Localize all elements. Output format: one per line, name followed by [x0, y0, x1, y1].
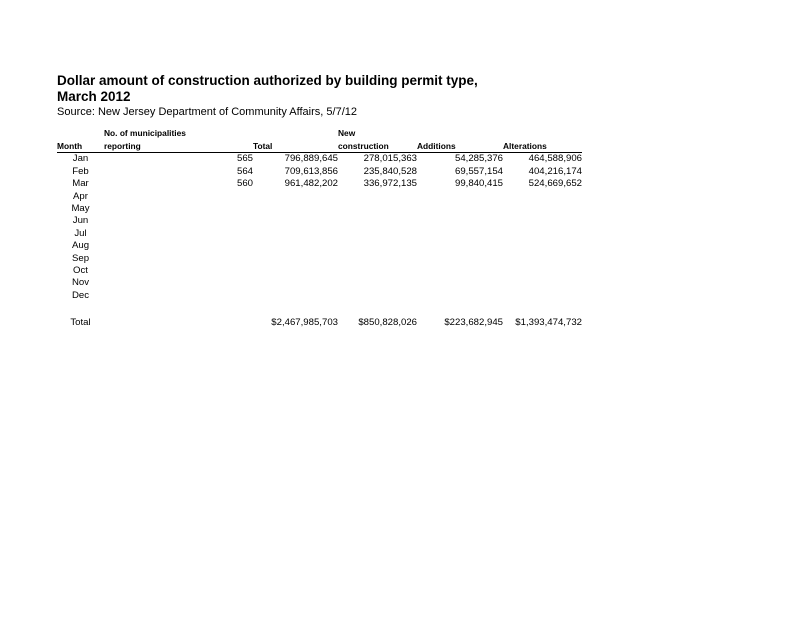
header-new-bottom: construction [338, 139, 417, 153]
cell-total [253, 228, 338, 240]
table-row [57, 240, 582, 252]
cell-month: Feb [72, 165, 89, 177]
cell-municipalities: 565 [236, 153, 253, 165]
cell-additions: 54,285,376 [454, 153, 503, 165]
header-additions: Additions [417, 139, 503, 153]
table-row [57, 166, 582, 178]
cell-alterations [503, 191, 582, 203]
table-row [57, 228, 582, 240]
totals-additions: $223,682,945 [444, 316, 503, 328]
cell-month: Sep [71, 252, 90, 264]
permit-table [57, 127, 582, 329]
table-row [57, 253, 582, 265]
cell-additions: 99,840,415 [454, 178, 503, 190]
cell-month: Jun [72, 215, 89, 227]
cell-alterations [503, 228, 582, 240]
page-title: Dollar amount of construction authorized by building permit type, [57, 73, 478, 88]
cell-additions [417, 228, 503, 240]
cell-month: Oct [73, 265, 88, 277]
totals-new-construction: $850,828,026 [358, 316, 417, 328]
cell-new-construction: 235,840,528 [363, 165, 417, 177]
cell-additions [417, 215, 503, 227]
table-row [57, 178, 582, 190]
cell-new-construction [338, 228, 417, 240]
cell-municipalities [104, 228, 253, 240]
cell-total [253, 277, 338, 289]
cell-new-construction [338, 191, 417, 203]
cell-new-construction [338, 277, 417, 289]
cell-additions [417, 191, 503, 203]
header-new-top: New [338, 128, 356, 138]
cell-alterations [503, 265, 582, 277]
cell-municipalities [104, 203, 253, 215]
cell-total [253, 191, 338, 203]
totals-row [57, 316, 582, 329]
table-row [57, 215, 582, 227]
cell-month: Apr [73, 190, 88, 202]
cell-additions [417, 265, 503, 277]
table-footer [57, 302, 582, 329]
cell-additions [417, 240, 503, 252]
cell-total [253, 265, 338, 277]
totals-label: Total [70, 316, 91, 328]
header-row-top [57, 127, 582, 139]
cell-additions [417, 253, 503, 265]
cell-new-construction [338, 290, 417, 302]
cell-total [253, 253, 338, 265]
cell-alterations [503, 290, 582, 302]
table-body [57, 153, 582, 302]
cell-municipalities [104, 253, 253, 265]
cell-municipalities [104, 240, 253, 252]
cell-total: 961,482,202 [284, 178, 338, 190]
cell-new-construction [338, 203, 417, 215]
cell-alterations [503, 203, 582, 215]
cell-total: 796,889,645 [284, 153, 338, 165]
cell-month: Dec [71, 289, 90, 301]
header-municipalities-top: No. of municipalities [104, 128, 186, 138]
cell-additions [417, 290, 503, 302]
table-row [57, 203, 582, 215]
cell-additions: 69,557,154 [454, 165, 503, 177]
cell-new-construction [338, 240, 417, 252]
table-row [57, 153, 582, 166]
cell-additions [417, 277, 503, 289]
cell-alterations: 524,669,652 [528, 178, 582, 190]
table-header [57, 127, 582, 153]
source-note: Source: New Jersey Department of Community Affairs, 5/7/12 [57, 106, 357, 118]
cell-new-construction: 278,015,363 [363, 153, 417, 165]
header-total: Total [253, 139, 338, 153]
cell-new-construction [338, 215, 417, 227]
cell-municipalities [104, 215, 253, 227]
cell-new-construction [338, 253, 417, 265]
page-subtitle: March 2012 [57, 89, 131, 104]
cell-month: Mar [72, 178, 89, 190]
header-row-bottom [57, 139, 582, 153]
cell-month: Jul [74, 227, 87, 239]
cell-month: Jan [72, 153, 89, 165]
cell-municipalities: 564 [236, 165, 253, 177]
cell-total [253, 215, 338, 227]
cell-month: May [71, 203, 90, 215]
cell-total [253, 203, 338, 215]
table-row [57, 290, 582, 302]
header-month: Month [57, 139, 104, 153]
cell-total [253, 240, 338, 252]
cell-total [253, 290, 338, 302]
header-municipalities-bottom: reporting [104, 139, 253, 153]
cell-alterations [503, 253, 582, 265]
totals-total: $2,467,985,703 [271, 316, 338, 328]
cell-additions [417, 203, 503, 215]
cell-total: 709,613,856 [284, 165, 338, 177]
cell-municipalities [104, 191, 253, 203]
table-row [57, 277, 582, 289]
header-alterations: Alterations [503, 139, 582, 153]
cell-municipalities [104, 277, 253, 289]
cell-new-construction: 336,972,135 [363, 178, 417, 190]
cell-alterations [503, 240, 582, 252]
cell-alterations [503, 215, 582, 227]
cell-municipalities [104, 290, 253, 302]
cell-month: Nov [71, 277, 90, 289]
cell-municipalities: 560 [236, 178, 253, 190]
totals-alterations: $1,393,474,732 [515, 316, 582, 328]
cell-alterations [503, 277, 582, 289]
cell-municipalities [104, 265, 253, 277]
cell-month: Aug [71, 240, 90, 252]
cell-alterations: 464,588,906 [528, 153, 582, 165]
cell-alterations: 404,216,174 [528, 165, 582, 177]
table-row [57, 191, 582, 203]
cell-new-construction [338, 265, 417, 277]
table-row [57, 265, 582, 277]
